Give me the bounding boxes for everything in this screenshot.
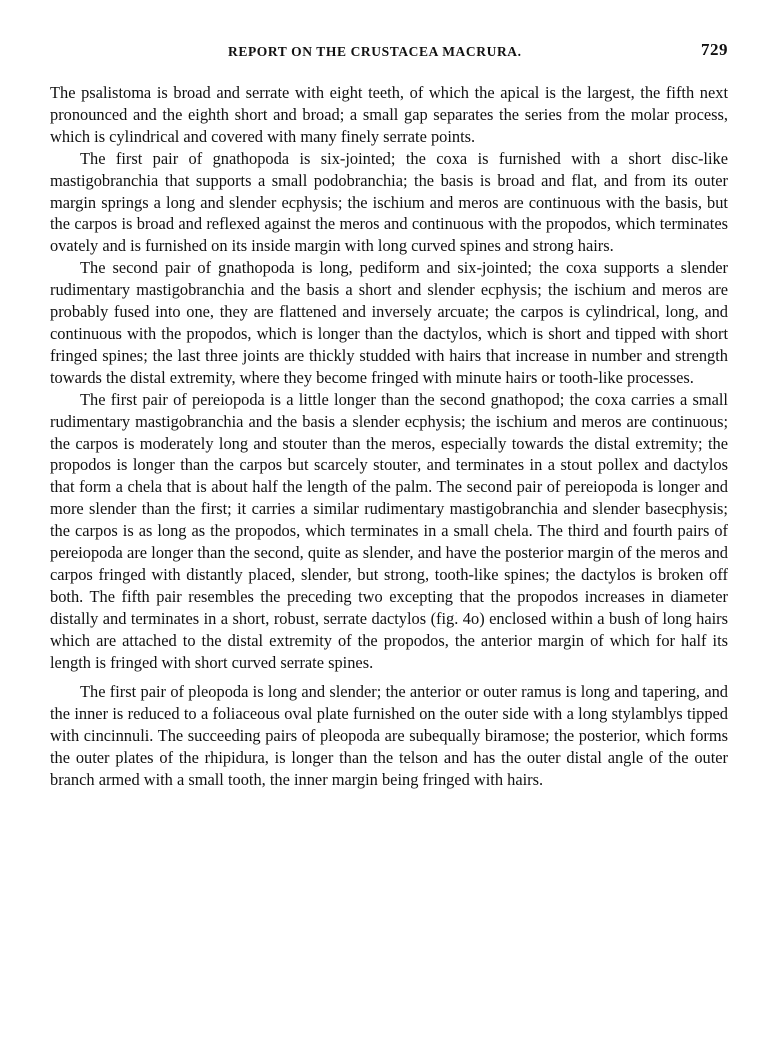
paragraph-psalistoma: The psalistoma is broad and serrate with eight teeth, of which the apical is the largest, the fifth next pronounced and the eighth short and broad; a small gap separates the series from the molar process, which is cylindrical and covered with many finely serrate points. (50, 83, 728, 146)
paragraph-first-gnathopoda: The first pair of gnathopoda is six-jointed; the coxa is furnished with a short disc-like mastigobranchia that supports a small podobranchia; the basis is broad and flat, and from its outer margin springs a long and slender ecphysis; the ischium and meros are continuous with the basis, but the carpos is broad and reflexed against the meros and continuous with the propodos, which terminates ovately and is furnished on its inside margin with long curved spines and strong hairs. (50, 148, 728, 256)
paragraph-pleopoda: The first pair of pleopoda is long and slender; the anterior or outer ramus is long and tapering, and the inner is reduced to a foliaceous oval plate furnished on the outer side with a long stylamblys tipped with cincinnuli. The succeeding pairs of pleopoda are subequally biramose; the posterior, which forms the outer plates of the rhipidura, is longer than the telson and has the outer distal angle of the outer branch armed with a small tooth, the inner margin being fringed with hairs. (50, 682, 728, 790)
paragraph-pereiopoda: The first pair of pereiopoda is a little longer than the second gnathopod; the coxa carries a small rudimentary mastigobranchia and the basis a slender ecphysis; the ischium and meros are continuous; the carpos is moderately long and stouter than the meros, especially towards the distal extremity; the propodos is longer than the carpos but scarcely stouter, and terminates in a stout pollex and dactylos that form a chela that is about half the length of the palm. The second pair of pereiopoda is longer and more slender than the first; it carries a similar rudimentary mastigobranchia and slender basecphysis; the carpos is as long as the propodos, which terminates in a small chela. The third and fourth pairs of pereiopoda are longer than the second, quite as slender, and have the posterior margin of the meros and carpos fringed with distantly placed, slender, but strong, tooth-like spines; the dactylos is broken off both. The fifth pair resembles the preceding two excepting that the propodos increases in diameter distally and terminates in a short, robust, serrate dactylos (fig. 4o) enclosed within a bush of long hairs which are attached to the distal extremity of the propodos, the anterior margin of which for half its length is fringed with short curved serrate spines. (50, 389, 728, 672)
running-header (50, 40, 728, 68)
page-number: 729 (701, 40, 728, 59)
document-page (50, 40, 728, 791)
running-title: REPORT ON THE CRUSTACEA MACRURA. (228, 44, 522, 59)
paragraph-second-gnathopoda: The second pair of gnathopoda is long, pediform and six-jointed; the coxa supports a slender rudimentary mastigobranchia and the basis a short and slender ecphysis; the ischium and meros are probably fused into one, they are flattened and inversely arcuate; the carpos is cylindrical, long, and continuous with the propodos, which is longer than the dactylos, which is short and tipped with short fringed spines; the last three joints are thickly studded with hairs that increase in number and strength towards the distal extremity, where they become fringed with minute hairs or tooth-like processes. (50, 258, 728, 387)
body-text (50, 82, 728, 791)
